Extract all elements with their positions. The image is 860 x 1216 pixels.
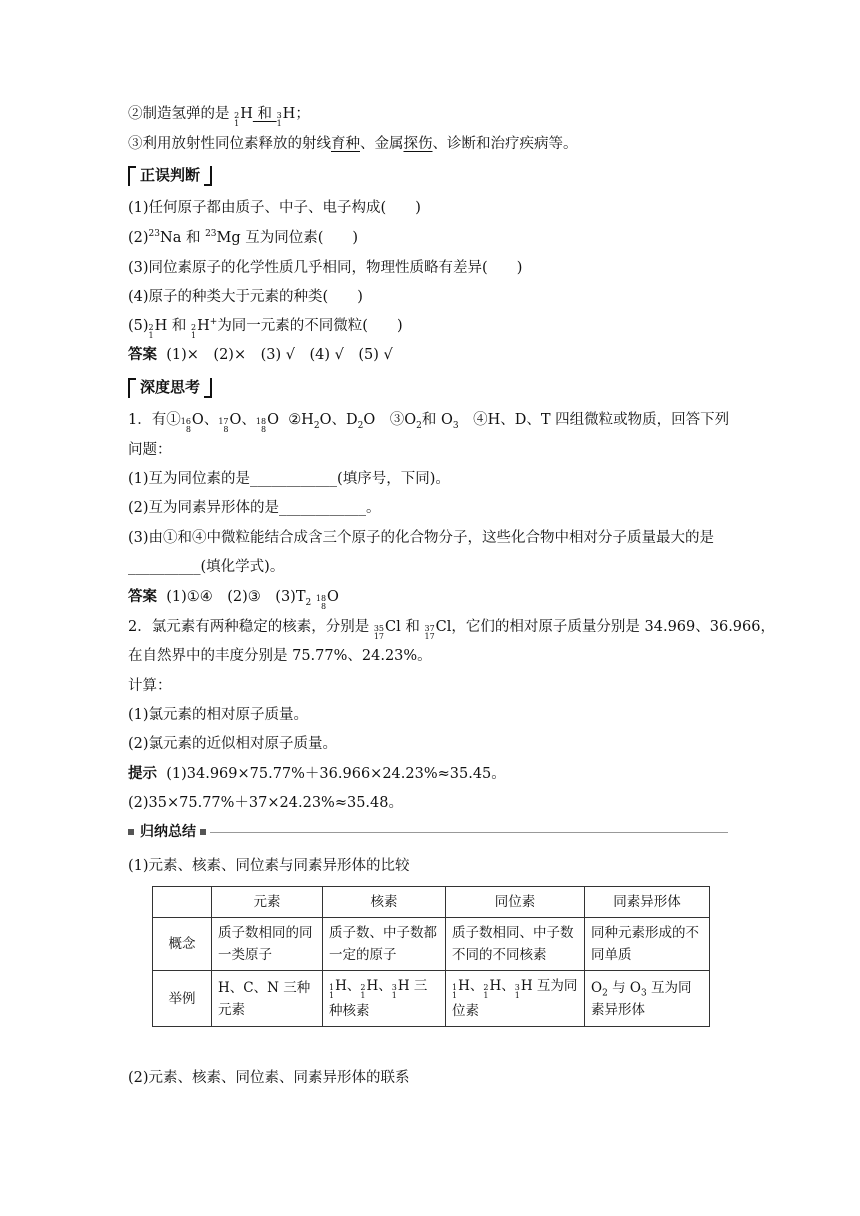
judge-answer	[128, 345, 393, 365]
text: O、D	[319, 412, 358, 428]
calc-q2: (2)氯元素的近似相对原子质量。	[128, 736, 338, 752]
think-q1-line1: 1．有① 16 8 O 、 17 8 O 、 18 8 O $②H_2O$、$D_2O$ $③O_2$和 $O_3$ ④H、D、T 四组微粒或物质，回答下列	[128, 412, 730, 434]
nuclide-h2	[234, 104, 253, 128]
mass-number: 2	[234, 111, 240, 120]
nuclide-h3	[392, 975, 410, 1000]
subscript: 2	[313, 420, 320, 431]
think-q1-s3a: (3)由①和④中微粒能结合成含三个原子的化合物分子，这些化合物中相对分子质量最大的是	[128, 530, 715, 546]
table-header: 元素	[212, 887, 323, 918]
symbol: O	[229, 412, 242, 428]
nuclide-h1	[452, 975, 470, 1000]
text: ④H、D、T 四组微粒或物质，回答下列	[458, 412, 730, 428]
calc-label: 计算：	[128, 678, 172, 694]
subscript: 2	[602, 988, 608, 999]
table-cell	[323, 971, 446, 1027]
text: 和	[405, 619, 425, 635]
table-header	[153, 887, 212, 918]
nuclide-cl35	[374, 617, 401, 641]
symbol: Cl	[435, 619, 452, 635]
answer-text: (1)× (2)× (3) √ (4) √ (5) √	[166, 347, 393, 363]
table-cell	[446, 971, 585, 1027]
table-row	[153, 971, 710, 1027]
atomic-number: 1	[452, 991, 458, 1000]
answer-label: 答案	[128, 588, 157, 605]
atomic-number: 8	[185, 425, 191, 434]
text: (2)	[128, 230, 149, 246]
hydrogen-isotopes-underlined	[234, 106, 296, 128]
text: ，它们的相对原子质量分别是 34.969、36.966，	[451, 619, 775, 635]
mass-number: 23	[148, 229, 160, 240]
table-cell: 质子数、中子数都一定的原子	[323, 918, 446, 971]
subscript: 3	[452, 420, 459, 431]
nuclide-h2	[483, 975, 501, 1000]
underlined-term: 探伤	[403, 136, 433, 152]
divider	[210, 832, 728, 833]
nuclide-cl37	[424, 617, 451, 641]
atomic-number: 8	[320, 602, 327, 611]
text: ②制造氢弹的是	[128, 106, 230, 122]
think-section-title	[128, 376, 212, 398]
mass-number: 35	[373, 624, 385, 633]
hint-text: (1)34.969×75.77%＋36.966×24.23%≈35.45。	[166, 766, 506, 782]
think-q1-s2: (2)互为同素异形体的是____________。	[128, 500, 381, 516]
nuclide-o18	[256, 410, 279, 434]
subscript: 3	[640, 988, 647, 999]
bracket-left	[128, 166, 136, 186]
think-q1-line2: 问题：	[128, 442, 172, 458]
mass-number: 23	[205, 229, 217, 240]
text: 、金属	[360, 136, 404, 152]
symbol: H	[240, 106, 253, 122]
think-q2-line2: 在自然界中的丰度分别是 75.77%、24.23%。	[128, 648, 432, 664]
atomic-number: 1	[391, 991, 397, 1000]
subscript: 2	[416, 420, 422, 431]
text: 1．有①	[128, 412, 181, 428]
text: 、诊断和治疗疾病等。	[432, 136, 578, 152]
think-q1-answer	[128, 587, 339, 611]
text: 、	[378, 978, 392, 994]
mass-number: 3	[391, 983, 397, 992]
atomic-number: 8	[223, 425, 229, 434]
hint-2: (2)35×75.77%＋37×24.23%≈35.48。	[128, 795, 403, 811]
atomic-number: 1	[360, 991, 366, 1000]
text: 三种核素	[329, 978, 428, 1019]
atomic-number: 8	[260, 425, 267, 434]
nuclide-h3	[277, 104, 296, 128]
text: (5)	[128, 318, 149, 334]
answer-label: 答案	[128, 346, 157, 363]
text: Mg 互为同位素( )	[216, 230, 359, 246]
judge-q3: (3)同位素原子的化学性质几乎相同，物理性质略有差异( )	[128, 260, 523, 276]
nuclide-h2	[360, 975, 378, 1000]
atomic-number: 1	[234, 119, 240, 128]
summary-p2: (2)元素、核素、同位素、同素异形体的联系	[128, 1070, 410, 1086]
mass-number: 16	[180, 417, 191, 426]
text: 为同一元素的不同微粒( )	[217, 318, 403, 334]
nuclide-h1	[329, 975, 347, 1000]
text: 、	[469, 978, 484, 994]
text: Na 和	[160, 230, 206, 246]
judge-q2	[128, 228, 358, 248]
mass-number: 2	[191, 323, 197, 332]
bracket-right	[204, 166, 212, 186]
atomic-number: 1	[329, 991, 335, 1000]
summary-heading	[128, 822, 728, 842]
table-cell: 质子数相同的同一类原子	[212, 918, 323, 971]
row-header: 举例	[153, 971, 212, 1027]
text: 与 O	[612, 979, 641, 996]
section-title: 正误判断	[140, 166, 201, 184]
atomic-number: 1	[276, 119, 282, 128]
table-cell: 同种元素形成的不同单质	[585, 918, 710, 971]
judge-q5	[128, 316, 403, 340]
subscript: 2	[305, 597, 312, 608]
hint-1	[128, 764, 506, 784]
mass-number: 37	[424, 624, 435, 633]
subscript: 2	[357, 420, 364, 431]
mass-number: 1	[452, 983, 458, 992]
symbol: H	[335, 978, 347, 994]
calc-q1: (1)氯元素的相对原子质量。	[128, 707, 309, 723]
mass-number: 17	[218, 417, 229, 426]
table-row	[153, 918, 710, 971]
square-bullet-icon	[128, 829, 134, 835]
atomic-number: 1	[514, 991, 520, 1000]
use-item-3	[128, 134, 578, 154]
text: O ③O	[363, 412, 417, 428]
answer-text: (1)①④ (2)③ (3)T	[166, 589, 306, 605]
comparison-table	[152, 886, 710, 1027]
symbol: O	[191, 412, 204, 428]
atomic-number: 1	[148, 331, 154, 340]
text: 和 O	[421, 412, 453, 428]
text: ；	[295, 106, 310, 122]
text: ③利用放射性同位素释放的射线	[128, 136, 331, 152]
table-cell	[585, 971, 710, 1027]
text: ②H	[288, 412, 314, 428]
text: 互为同素异形体	[591, 979, 692, 1018]
mass-number: 2	[148, 323, 154, 332]
symbol: H	[489, 978, 502, 994]
text: 2．氯元素有两种稳定的核素，分别是	[128, 619, 374, 635]
table-row	[153, 887, 710, 918]
symbol: O	[267, 412, 279, 428]
symbol: H	[366, 978, 379, 994]
symbol: H	[197, 318, 210, 334]
table-cell: 质子数相同、中子数不同的不同核素	[446, 918, 585, 971]
table-cell: H、C、N 三种元素	[212, 971, 323, 1027]
mass-number: 18	[315, 594, 327, 603]
symbol: H	[520, 978, 533, 994]
text: O	[591, 979, 603, 996]
atomic-number: 1	[483, 991, 489, 1000]
section-title: 深度思考	[140, 378, 201, 396]
bracket-left	[128, 378, 136, 398]
atomic-number: 17	[424, 632, 435, 641]
underlined-term: 育种	[331, 136, 360, 152]
mass-number: 2	[360, 983, 366, 992]
table-header: 同位素	[446, 887, 585, 918]
bracket-right	[204, 378, 212, 398]
text: 互为同位素	[452, 978, 578, 1019]
text: 和	[257, 106, 272, 122]
symbol: H	[282, 106, 296, 122]
summary-p1: (1)元素、核素、同位素与同素异形体的比较	[128, 858, 410, 874]
table-header: 核素	[323, 887, 446, 918]
think-q2-line1	[128, 617, 775, 641]
atomic-number: 17	[373, 632, 385, 641]
symbol: H	[458, 978, 470, 994]
symbol: Cl	[385, 619, 401, 635]
text: 、	[501, 978, 515, 994]
mass-number: 1	[329, 983, 335, 992]
nuclide-o18	[316, 587, 339, 611]
judge-q4: (4)原子的种类大于元素的种类( )	[128, 289, 363, 305]
text: H 和	[154, 318, 192, 334]
use-item-2	[128, 104, 310, 128]
think-q1-s3b: __________(填化学式)。	[128, 559, 285, 575]
row-header: 概念	[153, 918, 212, 971]
summary-title: 归纳总结	[140, 824, 196, 840]
mass-number: 3	[276, 111, 282, 120]
mass-number: 2	[483, 983, 489, 992]
judge-section-title	[128, 164, 212, 186]
symbol: H	[397, 978, 410, 994]
judge-q1: (1)任何原子都由质子、中子、电子构成( )	[128, 200, 421, 216]
table-header: 同素异形体	[585, 887, 710, 918]
think-q1-s1: (1)互为同位素的是____________(填序号，下同)。	[128, 471, 450, 487]
text: 、	[346, 978, 361, 994]
atomic-number: 1	[191, 331, 197, 340]
square-bullet-icon	[200, 829, 206, 835]
mass-number: 3	[514, 983, 520, 992]
nuclide-o17	[218, 410, 241, 434]
hint-label: 提示	[128, 765, 157, 782]
symbol: O	[327, 589, 339, 605]
nuclide-h3	[515, 975, 533, 1000]
charge: +	[209, 317, 218, 328]
mass-number: 18	[255, 417, 267, 426]
nuclide-o16	[181, 410, 204, 434]
